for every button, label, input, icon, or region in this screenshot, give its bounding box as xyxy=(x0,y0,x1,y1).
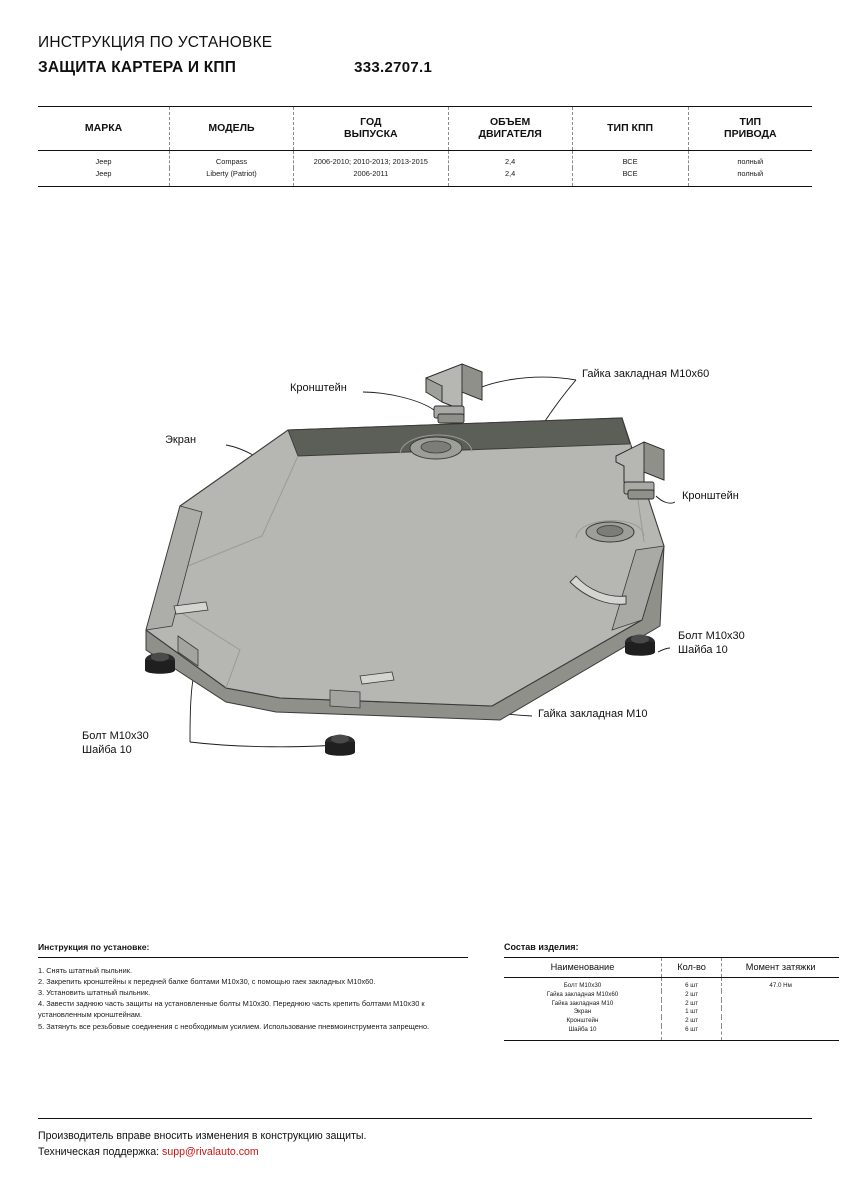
column-torque: Момент затяжки xyxy=(745,962,816,972)
column-model xyxy=(170,107,294,150)
label-bolt-right-line-2: Шайба 10 xyxy=(678,643,728,656)
cell-model: Liberty (Patriot) xyxy=(170,168,294,186)
column-item-name: Наименование xyxy=(504,958,661,978)
document-header xyxy=(38,34,818,77)
cell-torque: 47.0 Нм xyxy=(769,982,792,989)
cell-drive: полный xyxy=(737,156,764,166)
table-row xyxy=(38,150,812,167)
column-quantity: Кол-во xyxy=(661,958,721,978)
column-engine xyxy=(448,107,572,150)
column-gearbox-line-1: ТИП КПП xyxy=(607,122,654,135)
cell-engine: 2,4 xyxy=(448,168,572,186)
table-row xyxy=(504,1017,839,1026)
cell-torque xyxy=(722,1000,839,1009)
support-email[interactable]: supp@rivalauto.com xyxy=(162,1146,259,1159)
cell-gearbox: ВСЕ xyxy=(572,150,688,167)
cell-brand: Jeep xyxy=(38,168,170,186)
cell-years: 2006-2011 xyxy=(293,168,448,186)
composition-header-row xyxy=(504,958,839,978)
column-model-line-1: МОДЕЛЬ xyxy=(208,122,255,135)
footer-disclaimer: Производитель вправе вносить изменения в конструкцию защиты. xyxy=(38,1130,367,1142)
list-item: 2. Закрепить кронштейны к передней балке болтами М10х30, с помощью гаек закладных М10х60. xyxy=(38,977,376,987)
bracket-top xyxy=(426,364,482,423)
cell-item-name: Гайка закладная М10 xyxy=(504,1000,661,1009)
bolt-left-lower xyxy=(325,735,355,756)
table-row xyxy=(504,1000,839,1009)
cell-quantity: 2 шт xyxy=(661,991,721,1000)
footer-support xyxy=(38,1144,812,1160)
cell-model: Compass xyxy=(170,150,294,167)
cell-drive: полный xyxy=(737,168,764,178)
column-year-line-1: ГОД xyxy=(360,116,382,128)
column-engine-line-1: ОБЪЕМ xyxy=(490,116,531,128)
header-line-2: ЗАЩИТА КАРТЕРА И КПП xyxy=(38,59,237,76)
cell-item-name: Кронштейн xyxy=(504,1017,661,1026)
table-row xyxy=(504,1008,839,1017)
bolt-right xyxy=(625,635,655,656)
assembly-diagram xyxy=(30,330,820,800)
cell-item-name: Гайка закладная М10х60 xyxy=(504,991,661,1000)
column-year xyxy=(293,107,448,150)
label-bolt-left-line-1: Болт М10х30 xyxy=(82,730,149,742)
table-row xyxy=(38,168,812,186)
cell-quantity: 1 шт xyxy=(661,1008,721,1017)
cell-torque xyxy=(722,1017,839,1026)
table-row xyxy=(504,1026,839,1040)
cell-brand: Jeep xyxy=(38,150,170,167)
bolt-left-upper xyxy=(145,653,175,674)
cell-years: 2006-2010; 2010-2013; 2013-2015 xyxy=(293,150,448,167)
support-email-link[interactable] xyxy=(162,1146,259,1158)
composition-block xyxy=(504,942,839,1041)
label-bracket-right: Кронштейн xyxy=(682,490,739,502)
footer-support-label: Техническая поддержка: xyxy=(38,1146,163,1159)
cell-torque xyxy=(722,991,839,1000)
cell-item-name: Шайба 10 xyxy=(504,1026,661,1040)
list-item: 1. Снять штатный пыльник. xyxy=(38,966,133,975)
label-bolt-left xyxy=(82,730,149,758)
column-brand-line-1: МАРКА xyxy=(84,122,123,135)
label-bolt-right xyxy=(678,630,745,658)
list-item: 3. Установить штатный пыльник. xyxy=(38,988,151,998)
instructions-title: Инструкция по установке: xyxy=(38,942,468,958)
composition-title: Состав изделия: xyxy=(504,942,579,952)
column-drive-line-1: ТИП xyxy=(739,116,762,128)
column-engine-line-2: ДВИГАТЕЛЯ xyxy=(478,128,542,141)
list-item: 4. Завести заднюю часть защиты на установленные болты М10х30. Переднюю часть крепить болтами М10х30 к установленным кронштейнам. xyxy=(38,999,425,1020)
label-nut-m10x60: Гайка закладная М10х60 xyxy=(582,368,710,380)
column-brand xyxy=(38,107,170,150)
composition-table xyxy=(504,957,839,1041)
skid-plate xyxy=(146,418,664,720)
column-gearbox xyxy=(572,107,688,150)
cell-item-name: Болт М10х30 xyxy=(504,978,661,991)
cell-quantity: 2 шт xyxy=(661,1000,721,1009)
column-drive-line-2: ПРИВОДА xyxy=(724,128,777,141)
label-bolt-left-line-2: Шайба 10 xyxy=(82,743,132,756)
label-nut-m10: Гайка закладная М10 xyxy=(538,708,648,720)
product-code: 333.2707.1 xyxy=(354,59,433,76)
cell-quantity: 6 шт xyxy=(661,978,721,991)
cell-gearbox: ВСЕ xyxy=(572,168,688,186)
label-bracket-top: Кронштейн xyxy=(290,382,347,394)
column-year-line-2: ВЫПУСКА xyxy=(344,128,398,141)
label-bolt-right-line-1: Болт М10х30 xyxy=(678,630,745,642)
cell-item-name: Экран xyxy=(504,1008,661,1017)
label-screen: Экран xyxy=(165,434,197,446)
cell-quantity: 2 шт xyxy=(661,1017,721,1026)
cell-torque xyxy=(722,1008,839,1017)
column-drive xyxy=(688,107,812,150)
vehicle-table-header-row xyxy=(38,107,812,150)
vehicle-table xyxy=(38,106,812,187)
list-item: 5. Затянуть все резьбовые соединения с необходимым усилием. Использование пневмоинструмента запрещено. xyxy=(38,1021,430,1031)
cell-torque xyxy=(722,1026,839,1040)
document-footer xyxy=(38,1118,812,1161)
cell-engine: 2,4 xyxy=(448,150,572,167)
table-row xyxy=(504,991,839,1000)
table-row xyxy=(504,978,839,991)
header-line-1: ИНСТРУКЦИЯ ПО УСТАНОВКЕ xyxy=(38,34,273,51)
installation-instructions xyxy=(38,942,468,1032)
cell-quantity: 6 шт xyxy=(661,1026,721,1040)
